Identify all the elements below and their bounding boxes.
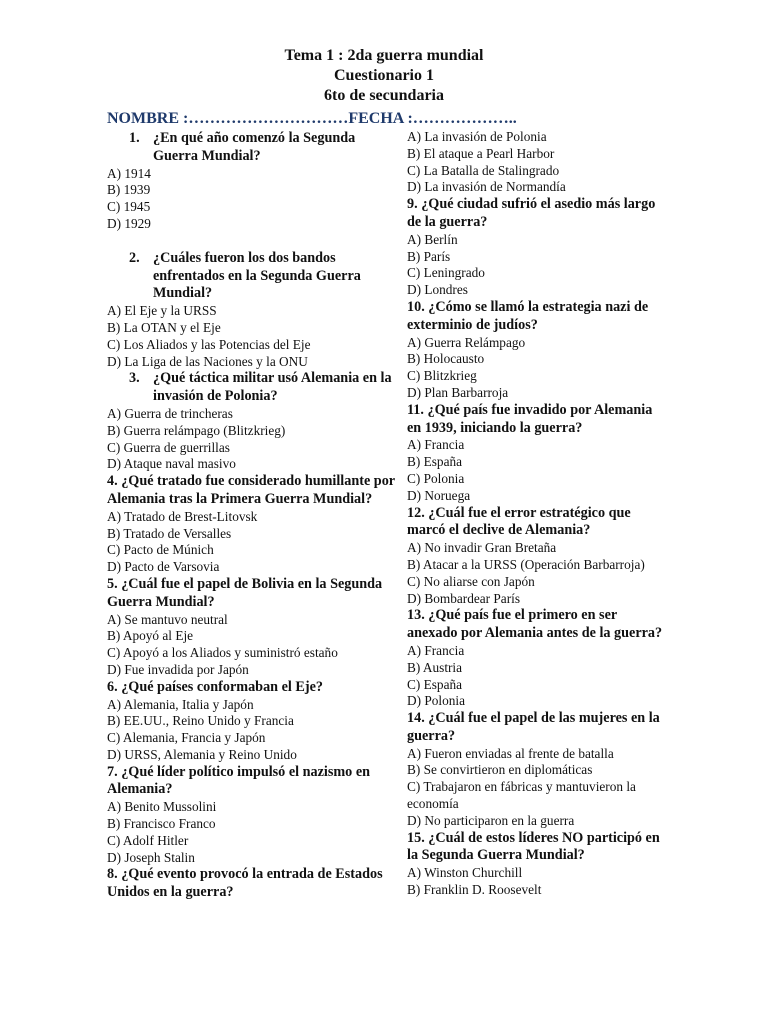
question-number: 3. <box>129 370 140 387</box>
answer-option: C) Apoyó a los Aliados y suministró estaño <box>107 645 338 661</box>
question-text: ¿Qué táctica militar usó Alemania en la invasión de Polonia? <box>153 370 392 405</box>
question-text: 5. ¿Cuál fue el papel de Bolivia en la Segunda Guerra Mundial? <box>107 575 383 610</box>
answer-option: C) Leningrado <box>407 265 485 281</box>
question-2 <box>107 250 397 371</box>
question-10 <box>407 299 669 402</box>
answer-option: D) Ataque naval masivo <box>107 456 236 472</box>
grade-label: 6to de secundaria <box>324 87 444 104</box>
answer-option: C) Trabajaron en fábricas y mantuvieron la economía <box>407 779 636 812</box>
spacer <box>107 233 397 250</box>
answer-option: D) Plan Barbarroja <box>407 384 509 400</box>
answer-option: C) Blitzkrieg <box>407 368 477 384</box>
question-text: 8. ¿Qué evento provocó la entrada de Estados Unidos en la guerra? <box>107 866 383 901</box>
answer-option: D) URSS, Alemania y Reino Unido <box>107 746 297 762</box>
answer-option: D) No participaron en la guerra <box>407 812 575 828</box>
question-3 <box>107 370 397 473</box>
answer-option: B) Franklin D. Roosevelt <box>407 882 542 898</box>
answer-option: A) No invadir Gran Bretaña <box>407 540 557 556</box>
answer-option: C) España <box>407 676 463 692</box>
answer-option: A) Berlín <box>407 231 458 247</box>
question-5 <box>107 576 397 679</box>
question-text: 10. ¿Cómo se llamó la estrategia nazi de exterminio de judíos? <box>407 298 649 333</box>
question-text: 6. ¿Qué países conformaban el Eje? <box>107 678 323 695</box>
answer-option: B) Atacar a la URSS (Operación Barbarroja) <box>407 556 645 572</box>
question-text: 14. ¿Cuál fue el papel de las mujeres en la guerra? <box>407 710 660 744</box>
answer-option: B) España <box>407 454 463 470</box>
right-column <box>407 129 669 899</box>
answer-option: A) Alemania, Italia y Japón <box>107 696 254 712</box>
answer-option: A) La invasión de Polonia <box>407 129 547 144</box>
question-text: 11. ¿Qué país fue invadido por Alemania en 1939, iniciando la guerra? <box>407 401 653 436</box>
question-text: 4. ¿Qué tratado fue considerado humillante por Alemania tras la Primera Guerra Mundial? <box>107 473 395 507</box>
answer-option: C) Pacto de Múnich <box>107 542 214 558</box>
question-number: 1. <box>129 130 140 146</box>
question-7 <box>107 764 397 867</box>
answer-option: D) La invasión de Normandía <box>407 179 566 195</box>
name-date-line: NOMBRE :…………………………FECHA :……………….. <box>107 110 517 127</box>
question-text: 13. ¿Qué país fue el primero en ser anexado por Alemania antes de la guerra? <box>407 607 663 642</box>
question-text: 15. ¿Cuál de estos líderes NO participó en la Segunda Guerra Mundial? <box>407 829 660 864</box>
answer-option: B) Holocausto <box>407 351 485 367</box>
answer-option: B) París <box>407 248 451 264</box>
question-9 <box>407 196 669 299</box>
answer-option: A) 1914 <box>107 165 151 181</box>
answer-option: B) Guerra relámpago (Blitzkrieg) <box>107 422 286 438</box>
answer-option: B) Austria <box>407 659 463 675</box>
question-text: ¿En qué año comenzó la Segunda Guerra Mundial? <box>153 130 356 164</box>
answer-option: D) Polonia <box>407 693 465 709</box>
answer-option: C) 1945 <box>107 199 151 215</box>
question-8 <box>107 866 397 902</box>
answer-option: C) La Batalla de Stalingrado <box>407 162 560 178</box>
question-1 <box>107 130 397 233</box>
answer-option: B) Se convirtieron en diplomáticas <box>407 762 593 778</box>
page-title: Tema 1 : 2da guerra mundial <box>284 47 484 64</box>
header <box>0 46 768 106</box>
answer-option: D) Noruega <box>407 487 471 503</box>
page-subtitle: Cuestionario 1 <box>334 67 434 84</box>
question-6 <box>107 679 397 764</box>
answer-option: D) La Liga de las Naciones y la ONU <box>107 353 308 369</box>
question-8-options <box>407 129 669 196</box>
answer-option: B) El ataque a Pearl Harbor <box>407 145 555 161</box>
question-15 <box>407 830 669 899</box>
answer-option: C) Los Aliados y las Potencias del Eje <box>107 336 311 352</box>
question-4 <box>107 473 397 576</box>
answer-option: B) Apoyó al Eje <box>107 628 194 644</box>
question-14 <box>407 710 669 830</box>
answer-option: B) 1939 <box>107 182 151 198</box>
answer-option: D) Fue invadida por Japón <box>107 661 249 677</box>
answer-option: C) No aliarse con Japón <box>407 573 535 589</box>
answer-option: C) Alemania, Francia y Japón <box>107 730 266 746</box>
left-column <box>107 130 397 902</box>
answer-option: D) Londres <box>407 282 468 298</box>
answer-option: B) Francisco Franco <box>107 816 216 832</box>
answer-option: A) Tratado de Brest-Litovsk <box>107 508 258 524</box>
answer-option: D) Joseph Stalin <box>107 849 195 865</box>
question-11 <box>407 402 669 505</box>
answer-option: A) Francia <box>407 437 465 453</box>
answer-option: C) Guerra de guerrillas <box>107 439 230 455</box>
answer-option: C) Adolf Hitler <box>107 832 189 848</box>
answer-option: D) Pacto de Varsovia <box>107 559 220 575</box>
answer-option: D) Bombardear París <box>407 590 520 606</box>
answer-option: A) El Eje y la URSS <box>107 303 217 319</box>
answer-option: B) Tratado de Versalles <box>107 525 232 541</box>
question-text: 7. ¿Qué líder político impulsó el nazismo en Alemania? <box>107 763 371 798</box>
answer-option: A) Francia <box>407 642 465 658</box>
answer-option: B) La OTAN y el Eje <box>107 319 221 335</box>
question-text: ¿Cuáles fueron los dos bandos enfrentados en la Segunda Guerra Mundial? <box>153 249 361 302</box>
answer-option: A) Benito Mussolini <box>107 799 217 815</box>
answer-option: C) Polonia <box>407 470 465 486</box>
question-12 <box>407 505 669 608</box>
answer-option: A) Fueron enviadas al frente de batalla <box>407 745 614 761</box>
question-13 <box>407 607 669 710</box>
question-text: 12. ¿Cuál fue el error estratégico que marcó el declive de Alemania? <box>407 504 631 539</box>
answer-option: A) Guerra de trincheras <box>107 405 233 421</box>
question-text: 9. ¿Qué ciudad sufrió el asedio más largo de la guerra? <box>407 196 656 230</box>
answer-option: A) Se mantuvo neutral <box>107 611 228 627</box>
answer-option: A) Winston Churchill <box>407 865 523 881</box>
answer-option: D) 1929 <box>107 215 151 231</box>
answer-option: B) EE.UU., Reino Unido y Francia <box>107 713 294 729</box>
answer-option: A) Guerra Relámpago <box>407 334 526 350</box>
question-number: 2. <box>129 249 140 266</box>
